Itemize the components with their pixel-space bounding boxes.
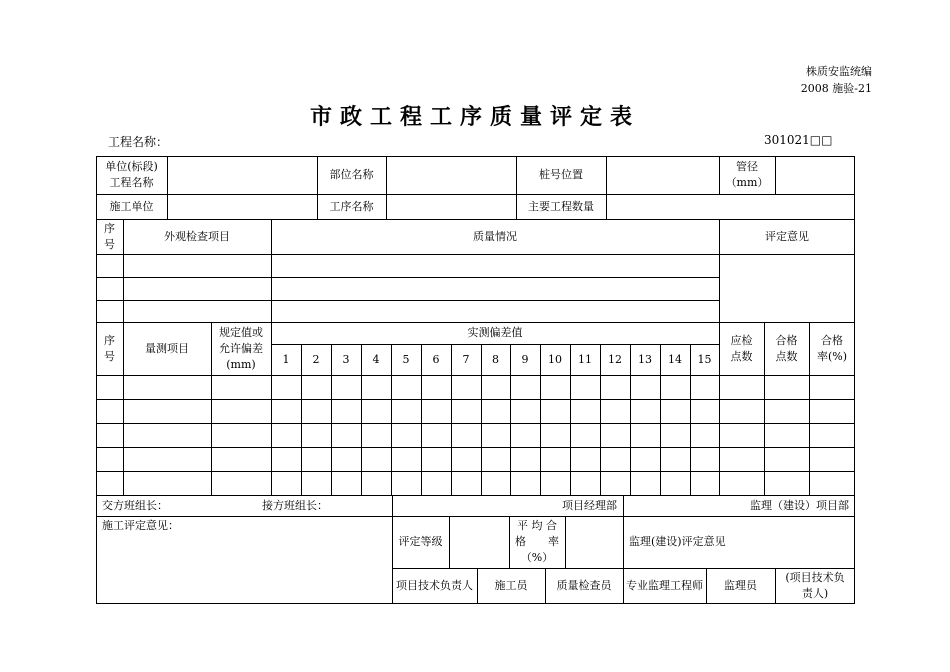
- compiler-label: 株质安监统编: [806, 65, 872, 78]
- receiver-leader-label: 接方班组长：: [262, 498, 328, 512]
- point-number-cell: 6: [432, 352, 440, 366]
- pipe-diameter-line2: （mm）: [725, 176, 769, 189]
- spec-line1: 规定值或: [219, 325, 263, 339]
- page-title: 市政工程工序质量评定表: [309, 105, 640, 130]
- spec-line2: 允许偏差: [219, 341, 263, 355]
- point-number-cell: 14: [668, 352, 682, 366]
- handover-leader-label: 交方班组长：: [102, 498, 168, 512]
- measure-item-header: 量测项目: [145, 341, 189, 355]
- measured-deviation-header: 实测偏差值: [467, 326, 523, 339]
- point-number-cell: 2: [312, 352, 320, 366]
- seq-line1: 序: [104, 333, 115, 347]
- seq-line1: 序: [104, 221, 115, 235]
- avg-line3: （%）: [520, 551, 554, 564]
- supervision-engineer-label: 专业监理工程师: [626, 578, 703, 592]
- rate-line2: 率(%): [816, 349, 848, 363]
- part-name-label: 部位名称: [329, 168, 374, 181]
- pipe-diameter-label: [719, 156, 775, 194]
- pile-position-label: 桩号位置: [539, 168, 583, 181]
- unit-label-line1: 单位(标段): [105, 160, 158, 173]
- quality-status-header: 质量情况: [473, 229, 517, 243]
- tech-lead-label: 项目技术负责人: [396, 578, 473, 592]
- point-number-cell: 4: [372, 352, 380, 366]
- unit-label-line2: 工程名称: [109, 176, 154, 189]
- should-line1: 应检: [730, 333, 753, 347]
- tech-lead2-line2: 责人): [801, 586, 829, 600]
- process-name-label: 工序名称: [329, 199, 374, 213]
- seq-line2: 号: [104, 349, 115, 363]
- measure-seq-header: [96, 322, 123, 375]
- supervisor-label: 监理员: [724, 578, 757, 592]
- should-line2: 点数: [730, 349, 753, 363]
- spec-value-header: [211, 322, 271, 375]
- construction-opinion-label: 施工评定意见：: [102, 519, 179, 532]
- main-quantity-label: 主要工程数量: [528, 199, 594, 213]
- point-number-cell: 3: [342, 352, 350, 366]
- pass-points-header: [764, 322, 809, 375]
- point-number-cell: 5: [402, 352, 410, 366]
- pass-line1: 合格: [775, 333, 798, 347]
- appearance-item-header: 外观检查项目: [164, 229, 230, 243]
- avg-line1: 平 均 合: [517, 519, 557, 532]
- point-number-cell: 13: [638, 352, 652, 366]
- pipe-diameter-line1: 管径: [736, 160, 758, 173]
- point-number-cell: 10: [548, 352, 562, 366]
- project-manager-dept-label: 项目经理部: [562, 498, 617, 512]
- point-number-cell: 11: [578, 352, 592, 366]
- form-number: 301021□□: [764, 133, 833, 147]
- avg-line2: 格 率: [515, 535, 559, 548]
- inspector-label: 质量检查员: [556, 578, 612, 592]
- supervision-opinion-label: 监理(建设)评定意见: [629, 535, 726, 548]
- point-number-cell: 7: [462, 352, 470, 366]
- point-number-cell: 8: [492, 352, 499, 366]
- construction-unit-label: 施工单位: [109, 199, 154, 213]
- evaluation-opinion-header: 评定意见: [765, 229, 809, 243]
- tech-lead2-line1: (项目技术负: [785, 570, 845, 584]
- grade-label: 评定等级: [398, 535, 443, 548]
- rate-line1: 合格: [821, 333, 843, 347]
- pass-rate-header: [809, 322, 855, 375]
- point-number-cell: 1: [282, 352, 290, 366]
- code-year-label: 2008 施验-21: [800, 82, 872, 95]
- supervision-dept-label: 监理（建设）项目部: [750, 498, 849, 512]
- appearance-seq-header: [96, 219, 123, 254]
- spec-line3: (mm): [226, 357, 256, 371]
- point-number-cell: 12: [608, 352, 622, 366]
- seq-line2: 号: [104, 237, 115, 251]
- project-tech-lead-label: [775, 568, 855, 603]
- point-number-cell: 9: [521, 352, 529, 366]
- project-name-label: 工程名称：: [108, 135, 169, 149]
- unit-project-label: [96, 156, 167, 194]
- average-pass-rate-label: [509, 516, 565, 568]
- pass-line2: 点数: [775, 349, 798, 363]
- point-number-cell: 15: [697, 352, 712, 366]
- should-check-points-header: [719, 322, 764, 375]
- worker-label: 施工员: [494, 578, 528, 592]
